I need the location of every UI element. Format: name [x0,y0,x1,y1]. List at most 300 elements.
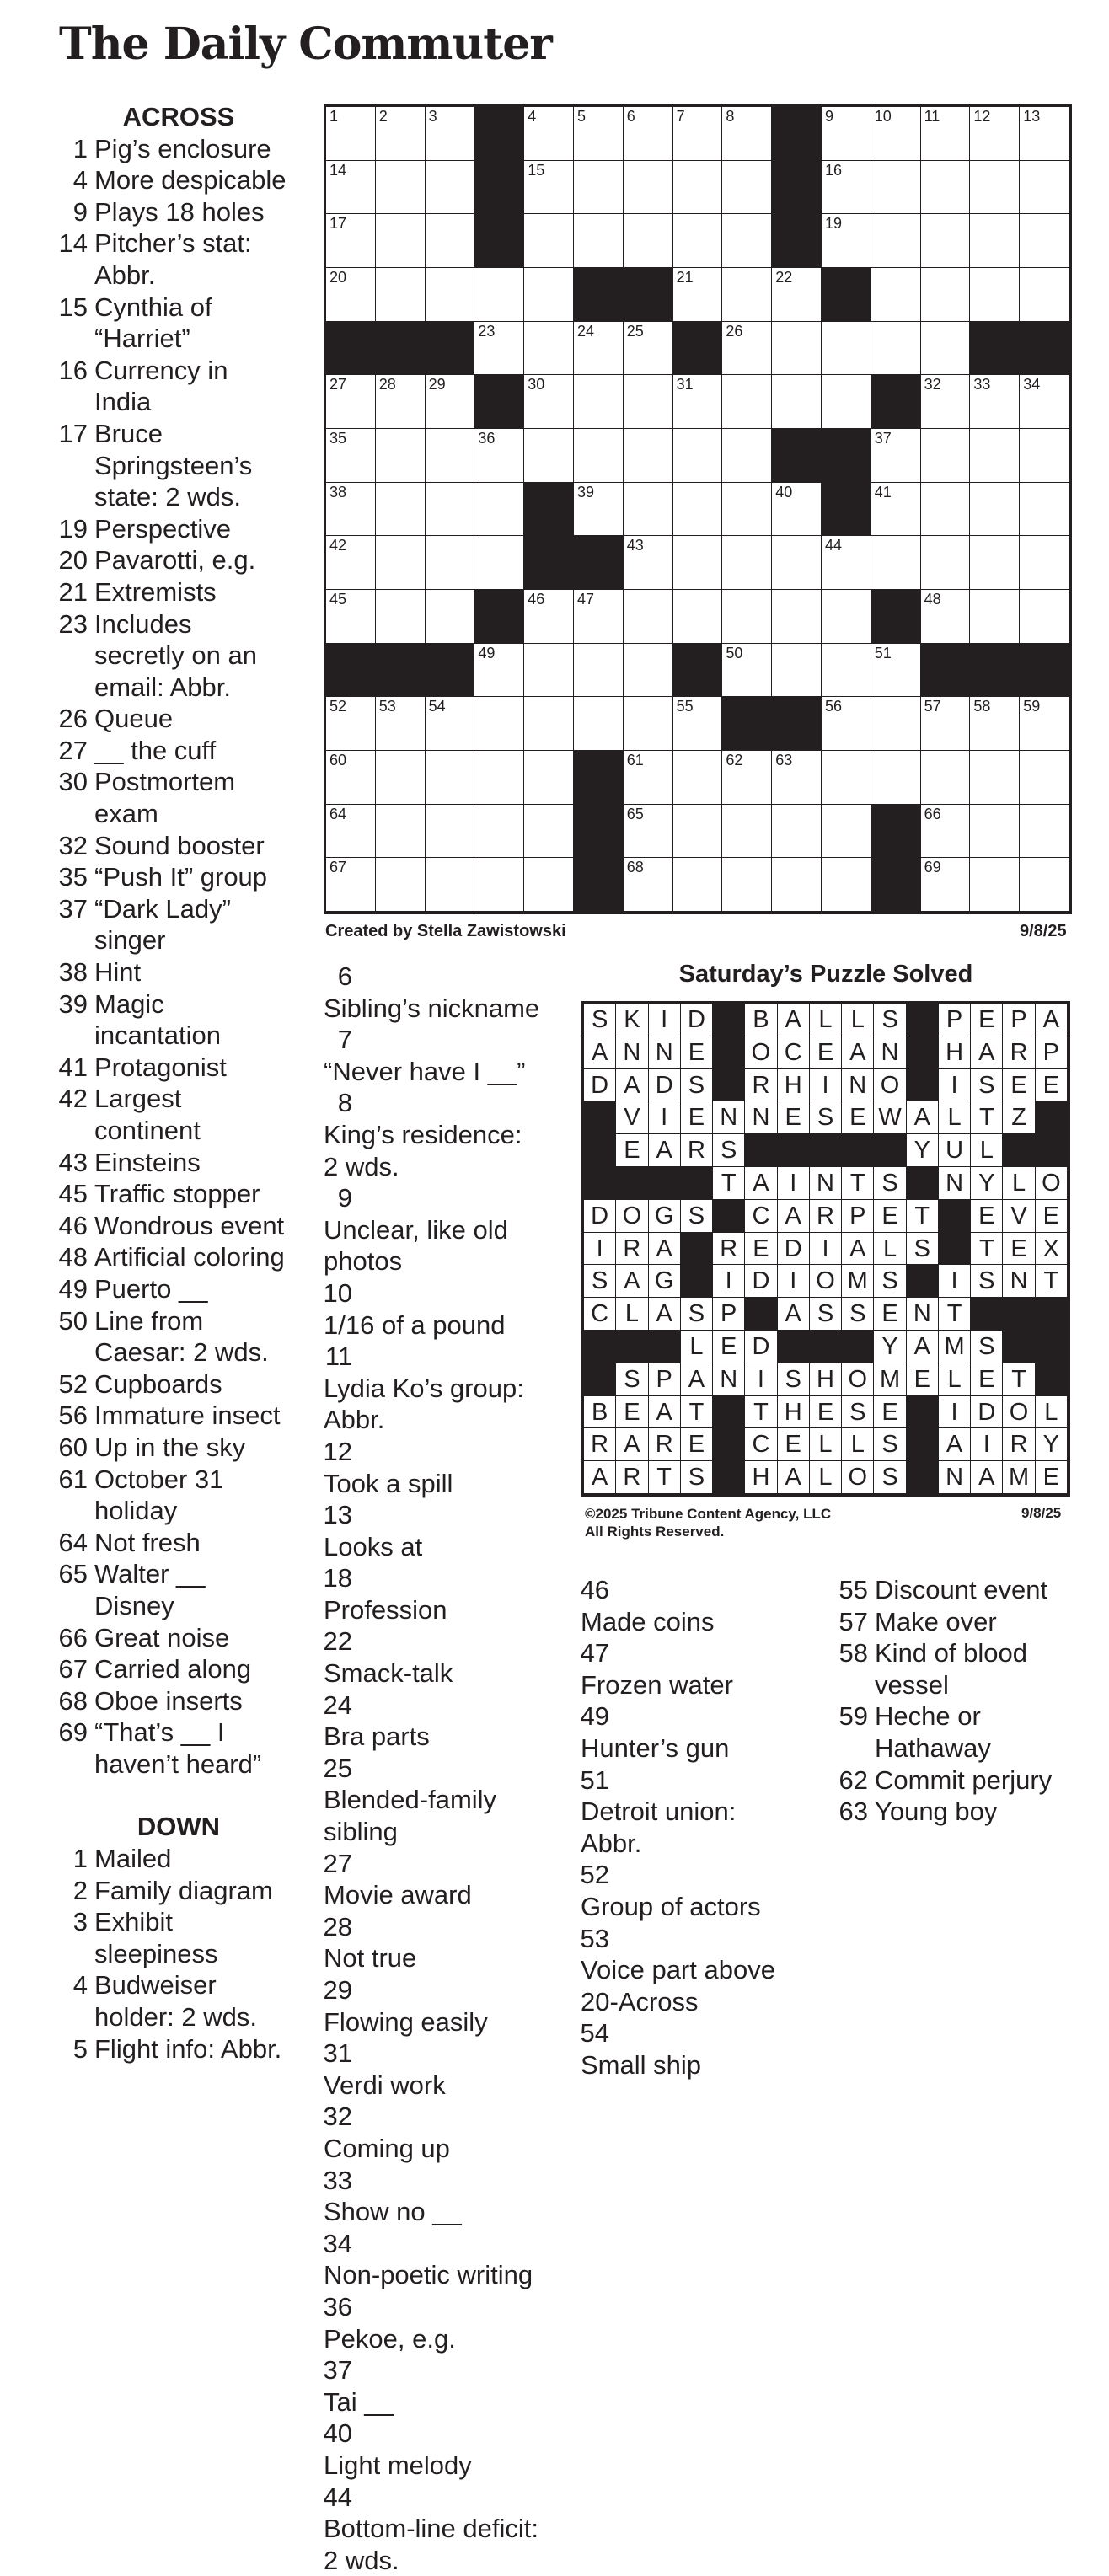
clue-item [317,1753,570,1848]
grid-cell[interactable] [970,268,1020,322]
grid-cell[interactable] [574,375,624,429]
grid-cell[interactable] [1020,375,1069,429]
grid-cell[interactable] [822,697,871,751]
grid-cell[interactable] [970,858,1020,912]
grid-cell[interactable] [921,483,971,537]
clue-text: Wondrous event [88,1210,288,1242]
clue-item [833,1574,1102,1606]
solution-letter: A [842,1233,874,1266]
solution-letter: G [649,1265,681,1298]
grid-cell[interactable] [1020,483,1069,537]
clue-number: 28 [317,1911,352,1943]
clue-number: 41 [52,1052,88,1084]
grid-cell[interactable] [426,751,475,805]
grid-cell[interactable] [970,751,1020,805]
clue-item [52,1558,305,1621]
grid-black-square [574,268,624,322]
grid-clue-number: 10 [875,109,892,124]
solution-letter: M [874,1363,906,1396]
grid-cell[interactable] [921,375,971,429]
grid-cell[interactable] [970,805,1020,859]
solution-letter: E [810,1036,842,1069]
grid-cell[interactable] [822,644,871,698]
clue-item [317,2354,570,2418]
clue-text: Sound booster [88,830,288,862]
grid-cell[interactable] [376,751,426,805]
grid-cell[interactable] [426,375,475,429]
grid-cell[interactable] [1020,214,1069,268]
grid-cell[interactable] [722,107,772,161]
clue-item [317,2418,570,2481]
grid-cell[interactable] [624,644,673,698]
grid-cell[interactable] [970,697,1020,751]
grid-cell[interactable] [673,536,723,590]
grid-cell[interactable] [673,751,723,805]
grid-cell[interactable] [822,375,871,429]
solution-black-square [810,1331,842,1363]
grid-cell[interactable] [326,107,376,161]
clue-item [52,1875,305,1907]
clue-number: 39 [52,988,88,1020]
clue-number: 1 [52,1843,88,1875]
grid-cell[interactable] [822,214,871,268]
grid-cell[interactable] [673,858,723,912]
grid-cell[interactable] [624,322,673,376]
grid-cell[interactable] [376,697,426,751]
grid-cell[interactable] [326,590,376,644]
solution-letter: A [745,1167,777,1200]
grid-cell[interactable] [822,858,871,912]
grid-cell[interactable] [326,805,376,859]
grid-cell[interactable] [426,268,475,322]
grid-cell[interactable] [426,161,475,215]
grid-cell[interactable] [722,751,772,805]
grid-cell[interactable] [524,214,574,268]
clue-number: 27 [317,1848,352,1880]
grid-cell[interactable] [722,214,772,268]
solution-letter: A [681,1363,713,1396]
grid-cell[interactable] [1020,536,1069,590]
grid-black-square [871,805,921,859]
grid-cell[interactable] [921,161,971,215]
copyright-notice [585,1505,831,1540]
grid-cell[interactable] [1020,805,1069,859]
grid-cell[interactable] [574,644,624,698]
grid-cell[interactable] [871,483,921,537]
grid-cell[interactable] [624,590,673,644]
grid-cell[interactable] [772,322,822,376]
clue-item [52,766,305,829]
clue-item [317,1625,570,1689]
grid-cell[interactable] [376,107,426,161]
grid-clue-number: 14 [329,163,346,178]
grid-cell[interactable] [326,483,376,537]
grid-cell[interactable] [474,483,524,537]
grid-cell[interactable] [871,697,921,751]
grid-cell[interactable] [474,644,524,698]
clue-number: 15 [52,292,88,324]
solution-letter: W [874,1101,906,1134]
grid-cell[interactable] [624,483,673,537]
grid-cell[interactable] [624,375,673,429]
clue-text: Pig’s enclosure [88,133,288,165]
grid-cell[interactable] [524,375,574,429]
grid-cell[interactable] [524,590,574,644]
grid-clue-number: 45 [329,592,346,607]
grid-cell[interactable] [921,322,971,376]
solution-black-square [1003,1331,1035,1363]
grid-cell[interactable] [772,805,822,859]
grid-cell[interactable] [970,483,1020,537]
solution-letter: P [713,1298,745,1331]
grid-cell[interactable] [722,858,772,912]
grid-cell[interactable] [574,429,624,483]
grid-cell[interactable] [970,536,1020,590]
grid-cell[interactable] [921,805,971,859]
grid-cell[interactable] [574,590,624,644]
grid-cell[interactable] [673,161,723,215]
solution-letter: S [874,1265,906,1298]
masthead-title: The Daily Commuter [59,19,552,70]
grid-cell[interactable] [970,161,1020,215]
solution-letter: L [939,1101,971,1134]
clue-text: “Dark Lady” singer [88,893,288,956]
grid-cell[interactable] [871,268,921,322]
grid-cell[interactable] [474,322,524,376]
grid-cell[interactable] [722,268,772,322]
grid-cell[interactable] [524,697,574,751]
solution-letter: I [649,1101,681,1134]
grid-cell[interactable] [376,268,426,322]
clue-text: Great noise [88,1622,288,1654]
grid-cell[interactable] [1020,161,1069,215]
clue-item [52,1083,305,1146]
grid-cell[interactable] [772,751,822,805]
grid-cell[interactable] [970,375,1020,429]
grid-cell[interactable] [326,214,376,268]
solution-letter: I [713,1265,745,1298]
grid-cell[interactable] [426,107,475,161]
solution-title: Saturday’s Puzzle Solved [581,961,1070,988]
clue-text: __ the cuff [88,735,288,767]
grid-cell[interactable] [772,483,822,537]
grid-cell[interactable] [772,375,822,429]
grid-cell[interactable] [1020,858,1069,912]
grid-cell[interactable] [376,858,426,912]
grid-cell[interactable] [326,751,376,805]
grid-cell[interactable] [376,375,426,429]
grid-cell[interactable] [376,805,426,859]
solution-letter: S [681,1200,713,1233]
clue-number: 42 [52,1083,88,1115]
clue-item [52,1432,305,1464]
grid-black-square [722,697,772,751]
grid-cell[interactable] [426,214,475,268]
solution-black-square [713,1428,745,1461]
grid-cell[interactable] [426,483,475,537]
clue-text: Magic incantation [88,988,288,1052]
clue-text: Bruce Springsteen’s state: 2 wds. [88,418,288,513]
grid-cell[interactable] [673,375,723,429]
grid-cell[interactable] [1020,429,1069,483]
grid-cell[interactable] [722,805,772,859]
grid-cell[interactable] [822,805,871,859]
grid-cell[interactable] [524,805,574,859]
solution-letter: S [810,1101,842,1134]
solution-black-square [1036,1101,1068,1134]
clue-number: 35 [52,861,88,893]
solution-letter: V [1003,1200,1035,1233]
grid-black-square [1020,644,1069,698]
grid-cell[interactable] [326,858,376,912]
grid-cell[interactable] [970,214,1020,268]
puzzle-date: 9/8/25 [1020,922,1067,941]
grid-cell[interactable] [376,161,426,215]
grid-cell[interactable] [426,536,475,590]
solution-black-square [842,1134,874,1167]
grid-cell[interactable] [376,483,426,537]
grid-cell[interactable] [722,322,772,376]
grid-clue-number: 6 [627,109,635,124]
grid-cell[interactable] [921,590,971,644]
grid-cell[interactable] [474,751,524,805]
grid-cell[interactable] [524,268,574,322]
clue-text: Sibling’s nickname [317,993,543,1025]
grid-cell[interactable] [474,429,524,483]
grid-cell[interactable] [524,751,574,805]
grid-cell[interactable] [376,429,426,483]
solution-letter: Z [1003,1101,1035,1134]
solution-letter: I [778,1265,810,1298]
solution-letter: K [616,1004,648,1036]
clue-text: Pavarotti, e.g. [88,544,288,576]
grid-cell[interactable] [326,161,376,215]
grid-cell[interactable] [376,536,426,590]
grid-cell[interactable] [474,858,524,912]
grid-cell[interactable] [1020,268,1069,322]
grid-cell[interactable] [722,161,772,215]
grid-cell[interactable] [871,161,921,215]
grid-cell[interactable] [970,429,1020,483]
grid-cell[interactable] [822,107,871,161]
grid-cell[interactable] [722,644,772,698]
grid-cell[interactable] [822,751,871,805]
grid-clue-number: 67 [329,860,346,875]
grid-cell[interactable] [772,644,822,698]
grid-cell[interactable] [524,644,574,698]
grid-cell[interactable] [772,536,822,590]
grid-cell[interactable] [524,858,574,912]
grid-cell[interactable] [474,536,524,590]
grid-cell[interactable] [624,751,673,805]
grid-cell[interactable] [574,697,624,751]
grid-cell[interactable] [574,107,624,161]
solution-letter: A [649,1298,681,1331]
grid-cell[interactable] [673,214,723,268]
solution-black-square [939,1200,971,1233]
grid-clue-number: 28 [379,377,396,392]
grid-cell[interactable] [871,644,921,698]
grid-cell[interactable] [871,429,921,483]
clue-text: Protagonist [88,1052,288,1084]
grid-cell[interactable] [326,536,376,590]
solution-black-square [907,1461,939,1494]
solution-letter: E [1036,1200,1068,1233]
solution-black-square [778,1331,810,1363]
grid-cell[interactable] [871,107,921,161]
grid-cell[interactable] [921,107,971,161]
grid-cell[interactable] [722,429,772,483]
grid-clue-number: 54 [429,699,446,714]
clue-item [574,1637,827,1700]
grid-cell[interactable] [921,751,971,805]
clue-text: Hint [88,956,288,988]
clue-text: 1/16 of a pound [317,1309,543,1342]
clue-text: Profession [317,1594,543,1626]
grid-cell[interactable] [426,805,475,859]
grid-cell[interactable] [722,375,772,429]
solution-letter: S [713,1134,745,1167]
clue-item [52,2033,305,2065]
grid-cell[interactable] [524,322,574,376]
grid-cell[interactable] [524,161,574,215]
solution-letter: L [842,1428,874,1461]
grid-cell[interactable] [376,590,426,644]
clue-text: October 31 holiday [88,1464,288,1527]
grid-cell[interactable] [474,805,524,859]
grid-cell[interactable] [1020,751,1069,805]
grid-black-square [474,214,524,268]
clue-item [52,830,305,862]
grid-cell[interactable] [574,161,624,215]
grid-cell[interactable] [722,536,772,590]
solution-black-square [907,1167,939,1200]
grid-cell[interactable] [921,429,971,483]
grid-cell[interactable] [921,697,971,751]
solution-letter: Y [874,1331,906,1363]
grid-cell[interactable] [871,322,921,376]
grid-cell[interactable] [871,536,921,590]
solution-black-square [616,1331,648,1363]
grid-cell[interactable] [970,590,1020,644]
grid-cell[interactable] [822,536,871,590]
grid-cell[interactable] [574,214,624,268]
grid-cell[interactable] [474,697,524,751]
grid-cell[interactable] [326,429,376,483]
across-clue-list [52,133,305,1781]
grid-cell[interactable] [673,107,723,161]
grid-cell[interactable] [673,268,723,322]
grid-cell[interactable] [722,483,772,537]
grid-cell[interactable] [524,107,574,161]
grid-clue-number: 55 [677,699,694,714]
grid-cell[interactable] [1020,590,1069,644]
clue-text: Immature insect [88,1400,288,1432]
solution-letter: I [939,1396,971,1429]
grid-cell[interactable] [772,590,822,644]
across-heading: ACROSS [52,101,305,133]
grid-cell[interactable] [822,161,871,215]
grid-cell[interactable] [822,322,871,376]
grid-cell[interactable] [624,161,673,215]
solution-letter: I [939,1265,971,1298]
grid-cell[interactable] [1020,697,1069,751]
grid-clue-number: 8 [726,109,734,124]
clue-number: 57 [833,1606,868,1638]
clue-item [52,1906,305,1969]
grid-cell[interactable] [921,268,971,322]
grid-cell[interactable] [474,268,524,322]
grid-cell[interactable] [574,483,624,537]
grid-cell[interactable] [326,697,376,751]
grid-black-square [376,322,426,376]
solution-letter: E [1036,1069,1068,1102]
grid-cell[interactable] [921,858,971,912]
grid-cell[interactable] [1020,107,1069,161]
clue-number: 37 [52,893,88,925]
grid-cell[interactable] [970,107,1020,161]
clue-text: Einsteins [88,1147,288,1179]
grid-cell[interactable] [722,590,772,644]
grid-cell[interactable] [574,322,624,376]
solution-letter: A [971,1036,1003,1069]
solution-letter: L [681,1331,713,1363]
grid-cell[interactable] [921,214,971,268]
grid-cell[interactable] [426,429,475,483]
grid-cell[interactable] [673,429,723,483]
grid-black-square [871,590,921,644]
solution-black-square [713,1200,745,1233]
solution-letter: R [810,1200,842,1233]
across-clue-column [52,101,305,2065]
grid-cell[interactable] [624,805,673,859]
clue-text: Verdi work [317,2070,543,2102]
grid-cell[interactable] [426,697,475,751]
grid-cell[interactable] [772,858,822,912]
grid-cell[interactable] [921,536,971,590]
clue-number: 30 [52,766,88,798]
grid-clue-number: 15 [528,163,544,178]
grid-cell[interactable] [673,483,723,537]
solution-grid [581,1001,1070,1497]
down-clue-list-4 [833,1574,1102,1828]
grid-cell[interactable] [624,536,673,590]
grid-cell[interactable] [871,214,921,268]
grid-cell[interactable] [326,268,376,322]
grid-cell[interactable] [673,590,723,644]
grid-cell[interactable] [673,805,723,859]
grid-cell[interactable] [624,107,673,161]
clue-text: Bottom-line deficit: 2 wds. [317,2513,543,2576]
grid-cell[interactable] [624,214,673,268]
clue-item [317,1690,570,1753]
solution-letter: O [874,1069,906,1102]
grid-cell[interactable] [871,751,921,805]
solution-letter: I [810,1233,842,1266]
grid-cell[interactable] [426,858,475,912]
grid-cell[interactable] [326,375,376,429]
solution-letter: A [778,1004,810,1036]
grid-cell[interactable] [673,697,723,751]
grid-cell[interactable] [524,429,574,483]
grid-cell[interactable] [624,697,673,751]
grid-cell[interactable] [624,858,673,912]
grid-cell[interactable] [426,590,475,644]
grid-cell[interactable] [376,214,426,268]
grid-cell[interactable] [624,429,673,483]
grid-cell[interactable] [772,268,822,322]
grid-cell[interactable] [822,590,871,644]
